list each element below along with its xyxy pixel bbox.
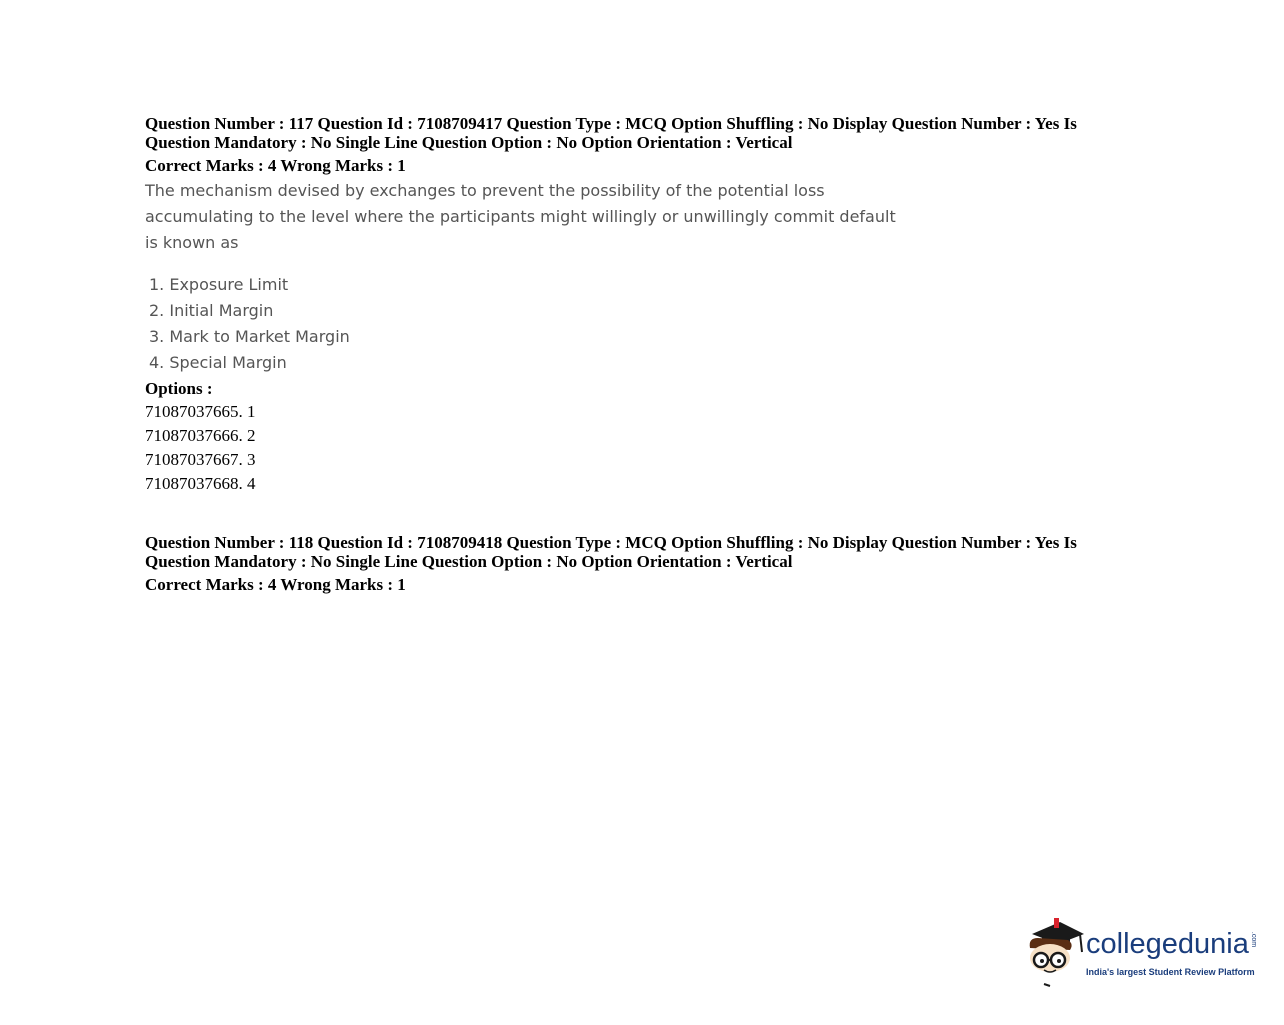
answer-list [145, 272, 1135, 376]
logo-domain: .com [1250, 931, 1258, 948]
question-text [145, 178, 1135, 256]
option-id-3: 71087037667. 3 [145, 450, 256, 469]
logo-tagline: India's largest Student Review Platform [1086, 967, 1255, 977]
answer-choice-2: 2. Initial Margin [149, 301, 274, 320]
question-117 [145, 114, 1135, 496]
question-text-line: accumulating to the level where the participants might willingly or unwillingly commit default [145, 207, 896, 226]
options-list [145, 400, 1135, 496]
question-marks: Correct Marks : 4 Wrong Marks : 1 [145, 575, 406, 594]
option-id-4: 71087037668. 4 [145, 474, 256, 493]
option-id-2: 71087037666. 2 [145, 426, 256, 445]
question-text-line: is known as [145, 233, 239, 252]
question-meta-line-2: Question Mandatory : No Single Line Question Option : No Option Orientation : Vertical [145, 552, 793, 571]
question-meta [145, 114, 1135, 152]
question-meta [145, 533, 1135, 571]
question-118 [145, 533, 1135, 594]
question-text-line: The mechanism devised by exchanges to prevent the possibility of the potential loss [145, 181, 825, 200]
question-meta-line-2: Question Mandatory : No Single Line Question Option : No Option Orientation : Vertical [145, 133, 793, 152]
logo-wordmark: collegedunia [1086, 928, 1249, 960]
collegedunia-logo [1024, 918, 1256, 990]
question-marks: Correct Marks : 4 Wrong Marks : 1 [145, 156, 406, 175]
answer-choice-1: 1. Exposure Limit [149, 275, 289, 294]
answer-choice-3: 3. Mark to Market Margin [149, 327, 350, 346]
mascot-icon [1024, 918, 1086, 990]
question-meta-line-1: Question Number : 118 Question Id : 7108709418 Question Type : MCQ Option Shuffling : No Display Question Number : Yes Is [145, 533, 1077, 552]
options-label: Options : [145, 379, 213, 398]
answer-choice-4: 4. Special Margin [149, 353, 287, 372]
question-meta-line-1: Question Number : 117 Question Id : 7108709417 Question Type : MCQ Option Shuffling : No Display Question Number : Yes Is [145, 114, 1077, 133]
option-id-1: 71087037665. 1 [145, 402, 256, 421]
